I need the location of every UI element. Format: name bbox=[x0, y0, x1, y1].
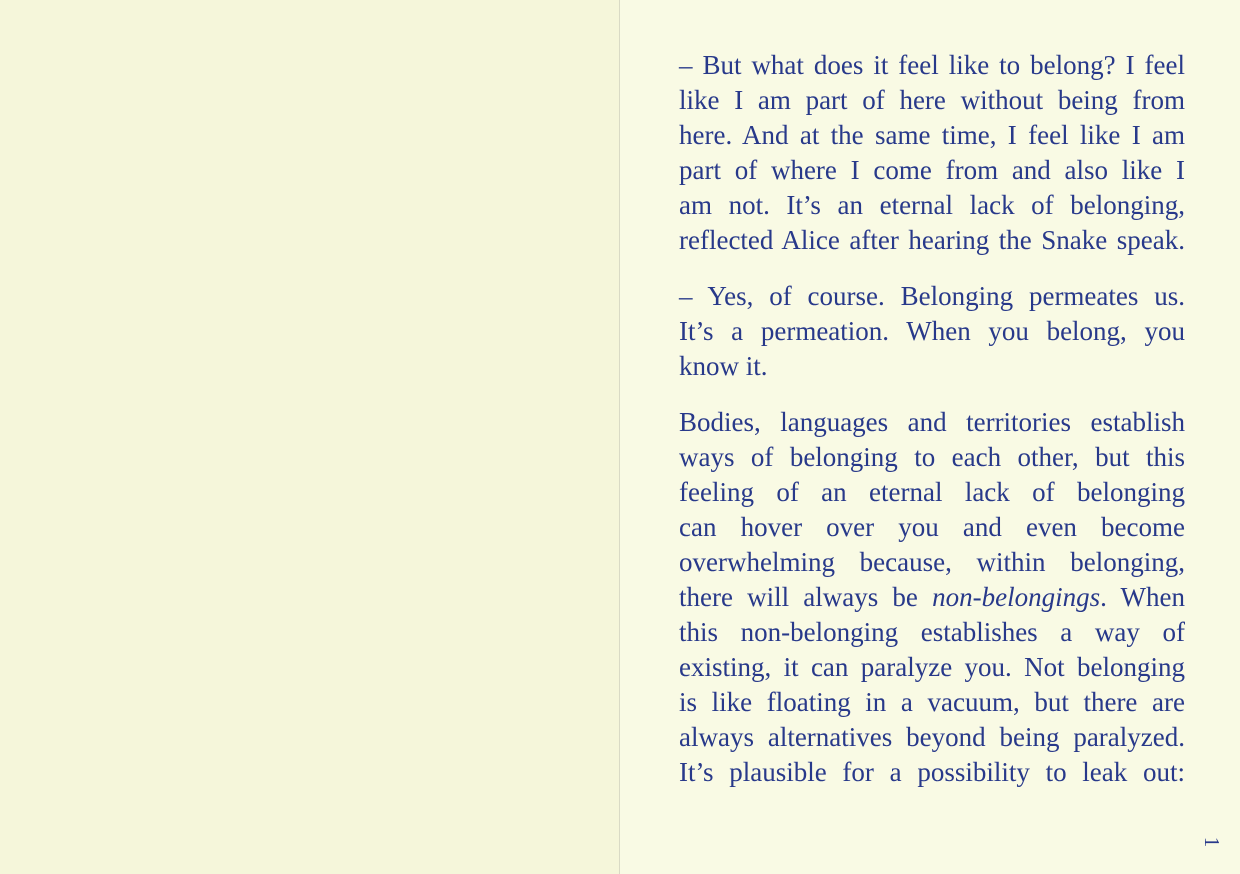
text-line bbox=[679, 545, 1185, 580]
text-segment: Bodies, languages and territories establish bbox=[679, 407, 1185, 437]
text-segment: – But what does it feel like to belong? I feel bbox=[679, 50, 1185, 80]
text-segment: there will always be bbox=[679, 582, 933, 612]
text-line bbox=[679, 440, 1185, 475]
text-line bbox=[679, 615, 1185, 650]
text-line bbox=[679, 650, 1185, 685]
text-line bbox=[679, 48, 1185, 83]
page-number: 1 bbox=[1200, 836, 1225, 848]
text-segment: part of where I come from and also like I bbox=[679, 155, 1185, 185]
text-segment: this non-belonging establishes a way of bbox=[679, 617, 1185, 647]
text-segment: like I am part of here without being from bbox=[679, 85, 1185, 115]
right-page bbox=[620, 0, 1240, 874]
text-segment: always alternatives beyond being paralyzed. bbox=[679, 722, 1185, 752]
body-text bbox=[679, 48, 1185, 790]
paragraph bbox=[679, 279, 1185, 384]
text-segment: . When bbox=[1100, 582, 1185, 612]
text-line bbox=[679, 685, 1185, 720]
text-line bbox=[679, 153, 1185, 188]
italic-text: non-belongings bbox=[932, 582, 1101, 612]
text-line bbox=[679, 720, 1185, 755]
text-segment: existing, it can paralyze you. Not belonging bbox=[679, 652, 1185, 682]
text-segment: – Yes, of course. Belonging permeates us. bbox=[679, 281, 1185, 311]
text-line bbox=[679, 314, 1185, 349]
text-segment: am not. It’s an eternal lack of belonging, bbox=[679, 190, 1185, 220]
paragraph bbox=[679, 48, 1185, 258]
text-line bbox=[679, 755, 1185, 790]
text-line bbox=[679, 279, 1185, 314]
text-line bbox=[679, 188, 1185, 223]
text-line bbox=[679, 349, 1185, 384]
paragraph bbox=[679, 405, 1185, 790]
text-segment: overwhelming because, within belonging, bbox=[679, 547, 1185, 577]
text-segment: reflected Alice after hearing the Snake speak. bbox=[679, 225, 1185, 255]
text-line bbox=[679, 580, 1185, 615]
text-segment: ways of belonging to each other, but this bbox=[679, 442, 1185, 472]
text-segment: know it. bbox=[679, 351, 768, 381]
text-segment: It’s a permeation. When you belong, you bbox=[679, 316, 1185, 346]
text-line bbox=[679, 83, 1185, 118]
text-line bbox=[679, 510, 1185, 545]
text-line bbox=[679, 223, 1185, 258]
text-line bbox=[679, 475, 1185, 510]
text-segment: here. And at the same time, I feel like I am bbox=[679, 120, 1185, 150]
text-line bbox=[679, 118, 1185, 153]
text-segment: can hover over you and even become bbox=[679, 512, 1185, 542]
text-segment: is like floating in a vacuum, but there are bbox=[679, 687, 1185, 717]
text-line bbox=[679, 405, 1185, 440]
text-segment: feeling of an eternal lack of belonging bbox=[679, 477, 1185, 507]
text-segment: It’s plausible for a possibility to leak out: bbox=[679, 757, 1185, 787]
